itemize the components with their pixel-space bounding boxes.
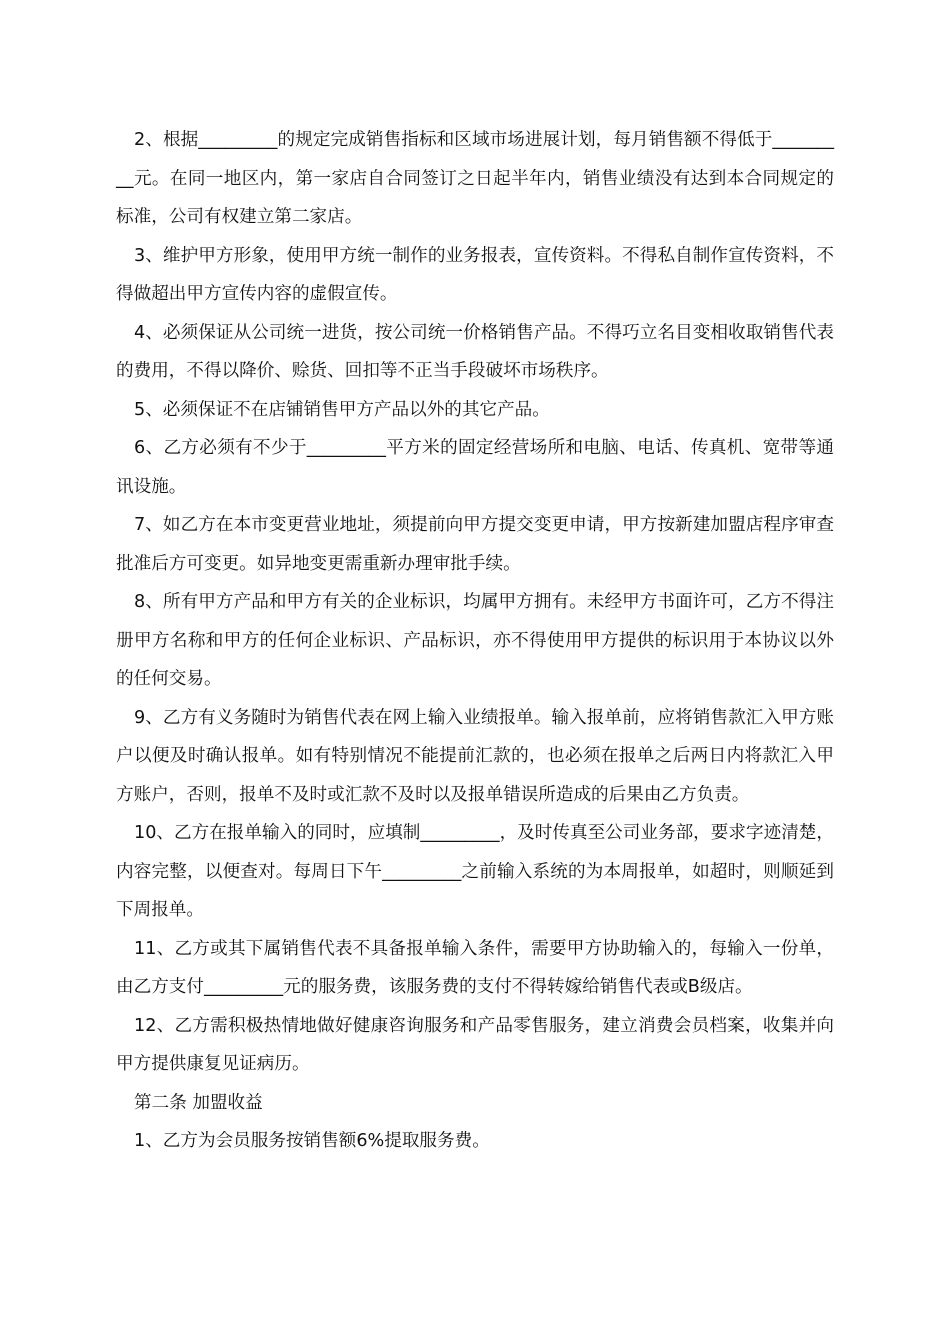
document-body — [116, 121, 834, 1161]
clause-5: 5、必须保证不在店铺销售甲方产品以外的其它产品。 — [134, 399, 550, 420]
clause-11: 11、乙方或其下属销售代表不具备报单输入条件，需要甲方协助输入的，每输入一份单，由乙方支付_________元的服务费，该服务费的支付不得转嫁给销售代表或B级店。 — [116, 938, 834, 997]
revenue-clause-1: 1、乙方为会员服务按销售额6%提取服务费。 — [134, 1131, 490, 1151]
section-heading: 第二条 加盟收益 — [134, 1092, 263, 1113]
clause-2: 2、根据_________的规定完成销售指标和区域市场进展计划，每月销售额不得低于_________元。在同一地区内，第一家店自合同签订之日起半年内，销售业绩没有达到本合同规定的标准，公司有权建立第二家店。 — [116, 130, 834, 227]
clause-10: 10、乙方在报单输入的同时，应填制_________，及时传真至公司业务部，要求字迹清楚，内容完整，以便查对。每周日下午_________之前输入系统的为本周报单，如超时，则顺延到下周报单。 — [116, 823, 834, 920]
clause-4: 4、必须保证从公司统一进货，按公司统一价格销售产品。不得巧立名目变相收取销售代表的费用，不得以降价、赊货、回扣等不正当手段破坏市场秩序。 — [116, 322, 834, 381]
clause-7: 7、如乙方在本市变更营业地址，须提前向甲方提交变更申请，甲方按新建加盟店程序审查批准后方可变更。如异地变更需重新办理审批手续。 — [116, 515, 834, 574]
clause-12: 12、乙方需积极热情地做好健康咨询服务和产品零售服务，建立消费会员档案，收集并向甲方提供康复见证病历。 — [116, 1015, 834, 1074]
clause-6: 6、乙方必须有不少于_________平方米的固定经营场所和电脑、电话、传真机、宽带等通讯设施。 — [116, 438, 834, 497]
clause-9: 9、乙方有义务随时为销售代表在网上输入业绩报单。输入报单前，应将销售款汇入甲方账户以便及时确认报单。如有特别情况不能提前汇款的，也必须在报单之后两日内将款汇入甲方账户，否则，报单不及时或汇款不及时以及报单错误所造成的后果由乙方负责。 — [116, 707, 834, 805]
clause-3: 3、维护甲方形象，使用甲方统一制作的业务报表，宣传资料。不得私自制作宣传资料，不得做超出甲方宣传内容的虚假宣传。 — [116, 245, 834, 304]
clause-8: 8、所有甲方产品和甲方有关的企业标识，均属甲方拥有。未经甲方书面许可，乙方不得注册甲方名称和甲方的任何企业标识、产品标识，亦不得使用甲方提供的标识用于本协议以外的任何交易。 — [116, 592, 834, 689]
